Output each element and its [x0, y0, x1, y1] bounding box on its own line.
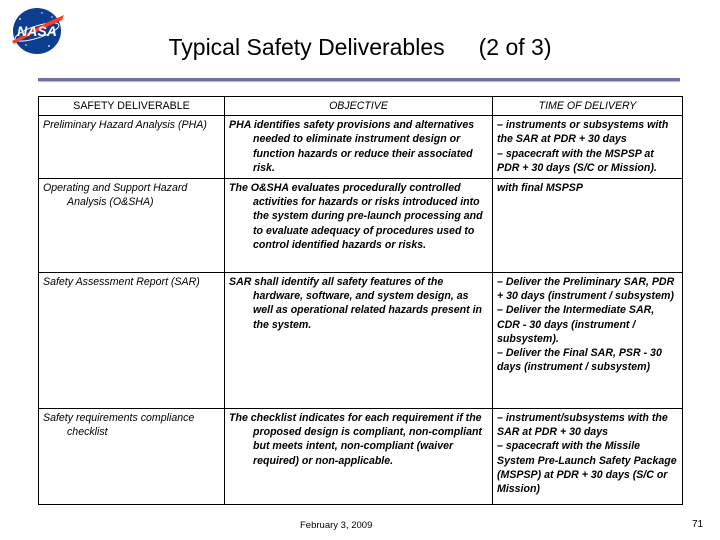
- time-cell: [493, 273, 683, 409]
- objective-cell: The O&SHA evaluates procedurally controlled activities for hazards or risks introduced into the system during pre-launch processing and to evaluate adequacy of procedures used to control identified hazards or risks.: [225, 179, 493, 273]
- delivery-line: – instruments or subsystems with the SAR at PDR + 30 days: [497, 119, 669, 146]
- table-row: [39, 179, 683, 273]
- deliverable-cell: Operating and Support Hazard Analysis (O&SHA): [39, 179, 225, 273]
- delivery-line: – spacecraft with the Missile System Pre-Launch Safety Package (MSPSP) at PDR + 30 days (S/C or Mission): [497, 440, 677, 496]
- title-main: Typical Safety Deliverables: [168, 34, 445, 60]
- delivery-line: – spacecraft with the MSPSP at PDR + 30 days (S/C or Mission).: [497, 147, 657, 174]
- table-row: [39, 273, 683, 409]
- svg-text:NASA: NASA: [17, 23, 57, 39]
- title-divider: [38, 78, 680, 82]
- footer-date: February 3, 2009: [300, 520, 373, 531]
- objective-cell: The checklist indicates for each requirement if the proposed design is compliant, non-compliant but meets intent, non-compliant (waiver required) or non-applicable.: [225, 409, 493, 505]
- page-number: 71: [692, 519, 704, 530]
- table-row: [39, 116, 683, 179]
- delivery-line: – Deliver the Preliminary SAR, PDR + 30 days (instrument / subsystem): [497, 276, 675, 303]
- nasa-logo: [6, 5, 68, 57]
- deliverable-cell: Preliminary Hazard Analysis (PHA): [39, 116, 225, 179]
- delivery-line: – Deliver the Intermediate SAR, CDR - 30 days (instrument / subsystem).: [497, 304, 655, 345]
- delivery-line: with final MSPSP: [497, 182, 583, 195]
- header-safety-deliverable: SAFETY DELIVERABLE: [39, 97, 225, 116]
- deliverable-cell: Safety requirements compliance checklist: [39, 409, 225, 505]
- deliverables-table: [38, 96, 683, 505]
- title-part: (2 of 3): [478, 34, 552, 60]
- header-time-of-delivery: TIME OF DELIVERY: [493, 97, 683, 116]
- time-cell: [493, 179, 683, 273]
- header-objective: OBJECTIVE: [225, 97, 493, 116]
- table-row: [39, 409, 683, 505]
- objective-cell: SAR shall identify all safety features of the hardware, software, and system design, as well as operational related hazards present in the system.: [225, 273, 493, 409]
- delivery-line: – Deliver the Final SAR, PSR - 30 days (instrument / subsystem): [497, 347, 662, 374]
- deliverable-cell: Safety Assessment Report (SAR): [39, 273, 225, 409]
- table-header-row: [39, 97, 683, 116]
- time-cell: [493, 409, 683, 505]
- delivery-line: – instrument/subsystems with the SAR at PDR + 30 days: [497, 412, 668, 439]
- objective-cell: PHA identifies safety provisions and alternatives needed to eliminate instrument design or function hazards or reduce their associated risk.: [225, 116, 493, 179]
- slide-title: [80, 34, 640, 61]
- time-cell: [493, 116, 683, 179]
